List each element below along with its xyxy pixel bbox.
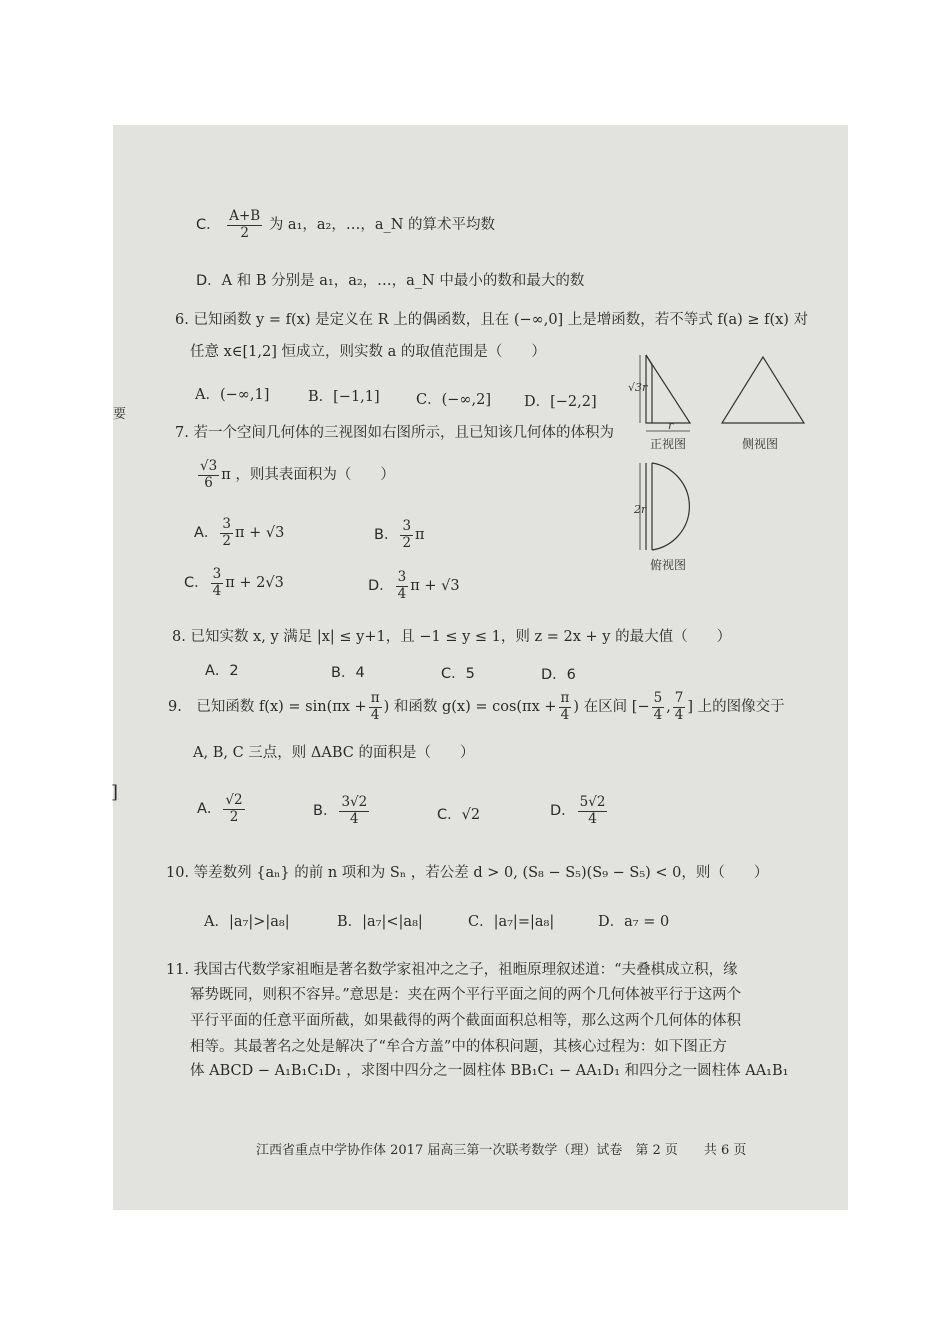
q8-option-c: C．5 [441, 666, 475, 682]
q6-option-a: A．(−∞,1] [195, 387, 270, 403]
q11-line: 相等。其最著名之处是解决了“牟合方盖”中的体积问题，其核心过程为：如下图正方 [190, 1039, 727, 1055]
top-view-label: 俯视图 [650, 558, 687, 572]
q7-option-d: D． $\frac{3}{4}$ π + √3 [368, 569, 460, 602]
q6-option-b: B．[−1,1] [308, 389, 380, 405]
q6-option-c: C．(−∞,2] [416, 392, 491, 408]
q9-stem-line1: 9. 已知函数 f(x) = sin(πx + $\frac{\pi}{4}$ ) 和函数 g(x) = cos(πx + $\frac{\pi}{4}$ ) 在区间 [− $\frac{5}{4}$ , $\frac{7}{4}$ ] 上的图像交于 [168, 690, 785, 723]
top-view [640, 463, 689, 550]
margin-mark: ] [111, 782, 119, 803]
front-dim-height: √3r [628, 381, 648, 394]
q11-line: 平行平面的任意平面所截，如果截得的两个截面面积总相等，那么这两个几何体的体积 [190, 1013, 741, 1029]
front-view [640, 355, 690, 431]
top-dim-diameter: 2r [634, 503, 647, 516]
q10-option-a: A．|a₇|>|a₈| [204, 914, 290, 930]
q11-line: 幂势既同，则积不容异。”意思是：夹在两个平行平面之间的两个几何体被平行于这两个 [190, 987, 742, 1003]
q6-stem-line2: 任意 x∈[1,2] 恒成立，则实数 a 的取值范围是（ ） [190, 344, 546, 360]
q9-option-c: C．√2 [437, 807, 481, 823]
q7-stem-line1: 7. 若一个空间几何体的三视图如右图所示，且已知该几何体的体积为 [175, 425, 614, 441]
three-view-figure [620, 345, 820, 585]
q5-option-d: D．A 和 B 分别是 a₁，a₂，…，a_N 中最小的数和最大的数 [196, 273, 585, 289]
side-view-label: 侧视图 [742, 437, 779, 451]
q7-option-c: C． $\frac{3}{4}$ π + 2√3 [184, 566, 284, 599]
q5-option-c: C． $\frac{A+B}{2}$ 为 a₁，a₂，…，a_N 的算术平均数 [196, 208, 496, 241]
q8-stem: 8. 已知实数 x, y 满足 |x| ≤ y+1，且 −1 ≤ y ≤ 1，则 z = 2x + y 的最大值（ ） [172, 629, 732, 645]
q10-option-d: D．a₇ = 0 [598, 914, 670, 930]
q9-stem-line2: A, B, C 三点，则 ΔABC 的面积是（ ） [193, 745, 475, 761]
front-view-label: 正视图 [650, 437, 687, 451]
side-view [722, 357, 804, 423]
q9-option-d: D． $\frac{5√2}{4}$ [550, 794, 606, 827]
q9-option-a: A． $\frac{√2}{2}$ [197, 792, 243, 825]
q6-stem-line1: 6. 已知函数 y = f(x) 是定义在 R 上的偶函数，且在 (−∞,0] 上是增函数，若不等式 f(a) ≥ f(x) 对 [175, 312, 809, 328]
q9-option-b: B． $\frac{3√2}{4}$ [313, 794, 368, 827]
margin-mark: 要 [113, 407, 127, 422]
q11-line: 11. 我国古代数学家祖暅是著名数学家祖冲之之子，祖暅原理叙述道：“夫叠棋成立积，缘 [166, 962, 738, 978]
page-footer: 江西省重点中学协作体 2017 届高三第一次联考数学（理）试卷 第 2 页 共 6 页 [256, 1143, 747, 1158]
q10-option-b: B．|a₇|<|a₈| [337, 914, 423, 930]
q8-option-b: B．4 [331, 665, 365, 681]
q8-option-a: A．2 [205, 663, 239, 679]
q8-option-d: D．6 [541, 667, 576, 683]
q7-stem-line2: $\frac{√3}{6}$ π ，则其表面积为（ ） [200, 458, 395, 491]
q6-option-d: D．[−2,2] [524, 394, 597, 410]
q7-option-b: B． $\frac{3}{2}$ π [374, 518, 425, 551]
q10-stem: 10. 等差数列 {aₙ} 的前 n 项和为 Sₙ ，若公差 d > 0, (S₈ − S₅)(S₉ − S₅) < 0，则（ ） [166, 865, 769, 881]
front-dim-width: r [668, 419, 674, 432]
q10-option-c: C．|a₇|=|a₈| [468, 914, 555, 930]
q7-option-a: A． $\frac{3}{2}$ π + √3 [194, 516, 285, 549]
q11-line: 体 ABCD − A₁B₁C₁D₁ ，求图中四分之一圆柱体 BB₁C₁ − AA₁D₁ 和四分之一圆柱体 AA₁B₁ [190, 1063, 789, 1079]
